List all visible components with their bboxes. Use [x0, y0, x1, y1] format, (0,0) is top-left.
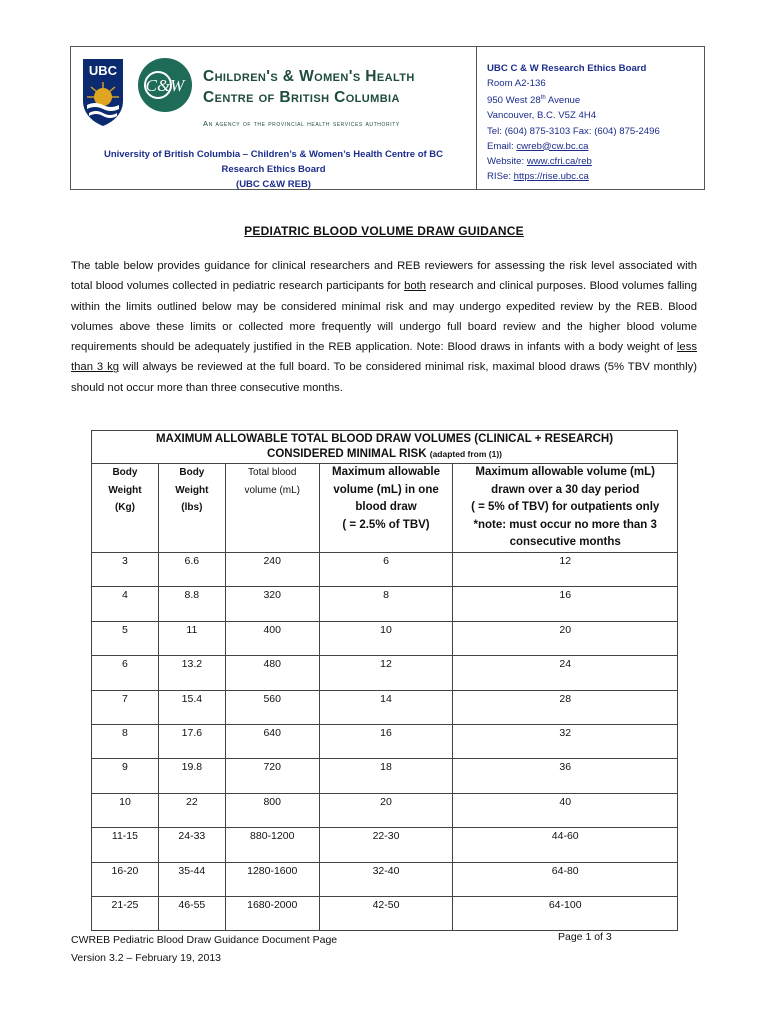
table-cell: 46-55: [158, 896, 225, 930]
table-cell: 64-80: [453, 862, 678, 896]
table-cell: 11-15: [92, 828, 159, 862]
contact-room: Room A2-136: [487, 78, 546, 90]
table-title: [92, 431, 678, 464]
table-cell: 5: [92, 621, 159, 655]
contact-rise-row: RISe: https://rise.ubc.ca: [487, 170, 589, 182]
table-cell: 12: [453, 553, 678, 587]
table-cell: 22-30: [319, 828, 453, 862]
table-cell: 12: [319, 656, 453, 690]
table-cell: 6: [92, 656, 159, 690]
table-cell: 6.6: [158, 553, 225, 587]
table-cell: 28: [453, 690, 678, 724]
table-row: [92, 553, 678, 587]
footer-version: Version 3.2 – February 19, 2013: [71, 952, 222, 964]
table-cell: 3: [92, 553, 159, 587]
table-cell: 24: [453, 656, 678, 690]
contact-name: UBC C & W Research Ethics Board: [487, 63, 647, 74]
table-cell: 22: [158, 793, 225, 827]
table-cell: 11: [158, 621, 225, 655]
header-total-volume: Total blood volume (mL): [225, 464, 319, 553]
table-cell: 32: [453, 724, 678, 758]
reb-title-line2: Research Ethics Board: [221, 164, 326, 175]
table-row: [92, 862, 678, 896]
table-title-line2: CONSIDERED MINIMAL RISK (adapted from (1)): [267, 448, 502, 460]
table-cell: 32-40: [319, 862, 453, 896]
table-row: [92, 587, 678, 621]
blood-volume-table: [91, 430, 678, 931]
footer-doc-name: CWREB Pediatric Blood Draw Guidance Document Page: [71, 934, 338, 946]
header-max-30-day: Maximum allowable volume (mL) drawn over a 30 day period ( = 5% of TBV) for outpatients only *note: must occur no more than 3 consecutive months: [453, 464, 678, 553]
contact-block: [487, 61, 705, 184]
page-number: Page 1 of 3: [558, 931, 612, 943]
table-cell: 10: [319, 621, 453, 655]
reb-title-line3: (UBC C&W REB): [236, 179, 311, 190]
ubc-logo-text: UBC: [88, 63, 118, 78]
intro-paragraph: The table below provides guidance for clinical researchers and REB reviewers for assessing the risk level associated with total blood volumes collected in pediatric research participants for both research and clinical purposes. Blood volumes falling within the limits outlined below may be considered minimal risk and may undergo expedited review by the REB. Blood volumes above these limits or collected more frequently will undergo full board review and the higher blood volume requirements should be adequately justified in the REB application. Note: Blood draws in infants with a body weight of less than 3 kg will always be reviewed at the full board. To be considered minimal risk, maximal blood draws (5% TBV monthly) should not occur more than three consecutive months.: [71, 260, 697, 394]
table-cell: 21-25: [92, 896, 159, 930]
table-cell: 6: [319, 553, 453, 587]
table-cell: 44-60: [453, 828, 678, 862]
table-cell: 36: [453, 759, 678, 793]
table-cell: 20: [319, 793, 453, 827]
table-row: [92, 656, 678, 690]
cw-logo-text: C&W: [145, 76, 185, 95]
table-cell: 240: [225, 553, 319, 587]
org-name-line2: Centre of British Columbia: [203, 89, 400, 106]
cw-logo: [137, 57, 193, 113]
table-title-source: (adapted from (1)): [429, 449, 502, 459]
table-row: [92, 793, 678, 827]
table-cell: 720: [225, 759, 319, 793]
document-title: PEDIATRIC BLOOD VOLUME DRAW GUIDANCE: [244, 224, 524, 238]
table-cell: 42-50: [319, 896, 453, 930]
table-cell: 24-33: [158, 828, 225, 862]
org-tagline: An agency of the provincial health services authority: [203, 119, 400, 128]
table-cell: 400: [225, 621, 319, 655]
table-cell: 19.8: [158, 759, 225, 793]
table-cell: 8: [319, 587, 453, 621]
table-cell: 640: [225, 724, 319, 758]
table-cell: 800: [225, 793, 319, 827]
table-cell: 880-1200: [225, 828, 319, 862]
table-cell: 1280-1600: [225, 862, 319, 896]
table-cell: 8: [92, 724, 159, 758]
contact-city: Vancouver, B.C. V5Z 4H4: [487, 110, 597, 122]
table-cell: 64-100: [453, 896, 678, 930]
table-cell: 16-20: [92, 862, 159, 896]
table-cell: 15.4: [158, 690, 225, 724]
header-max-single-draw: Maximum allowable volume (mL) in one blood draw ( = 2.5% of TBV): [319, 464, 453, 553]
org-name: [203, 66, 473, 108]
table-row: [92, 690, 678, 724]
table-cell: 1680-2000: [225, 896, 319, 930]
letterhead: [70, 46, 705, 190]
table-cell: 320: [225, 587, 319, 621]
table-title-line1: MAXIMUM ALLOWABLE TOTAL BLOOD DRAW VOLUMES (CLINICAL + RESEARCH): [155, 433, 614, 445]
table-cell: 18: [319, 759, 453, 793]
table-cell: 480: [225, 656, 319, 690]
table-row: [92, 621, 678, 655]
table-cell: 35-44: [158, 862, 225, 896]
table-header-row: [92, 464, 678, 553]
ubc-logo: [81, 57, 125, 127]
table-cell: 40: [453, 793, 678, 827]
table-cell: 16: [453, 587, 678, 621]
contact-website-row: Website: www.cfri.ca/reb: [487, 155, 592, 167]
table-cell: 14: [319, 690, 453, 724]
rise-link[interactable]: https://rise.ubc.ca: [513, 170, 589, 182]
org-name-line1: Children's & Women's Health: [203, 68, 415, 85]
table-cell: 560: [225, 690, 319, 724]
contact-address: 950 West 28th Avenue: [487, 95, 581, 107]
header-body-weight-kg: Body Weight (Kg): [92, 464, 159, 553]
table-cell: 9: [92, 759, 159, 793]
table-cell: 17.6: [158, 724, 225, 758]
header-body-weight-lbs: Body Weight (lbs): [158, 464, 225, 553]
table-row: [92, 724, 678, 758]
contact-phone: Tel: (604) 875-3103 Fax: (604) 875-2496: [487, 125, 660, 137]
table-row: [92, 759, 678, 793]
table-row: [92, 828, 678, 862]
table-cell: 10: [92, 793, 159, 827]
email-link[interactable]: cwreb@cw.bc.ca: [516, 140, 589, 152]
table-cell: 16: [319, 724, 453, 758]
contact-email-row: Email: cwreb@cw.bc.ca: [487, 140, 589, 152]
header-divider: [476, 47, 477, 189]
website-link[interactable]: www.cfri.ca/reb: [526, 155, 592, 167]
table-cell: 8.8: [158, 587, 225, 621]
reb-title: [71, 147, 476, 192]
table-cell: 7: [92, 690, 159, 724]
table-row: [92, 896, 678, 930]
reb-title-line1: University of British Columbia – Children’s & Women’s Health Centre of BC: [103, 149, 444, 160]
table-cell: 4: [92, 587, 159, 621]
table-cell: 20: [453, 621, 678, 655]
table-cell: 13.2: [158, 656, 225, 690]
